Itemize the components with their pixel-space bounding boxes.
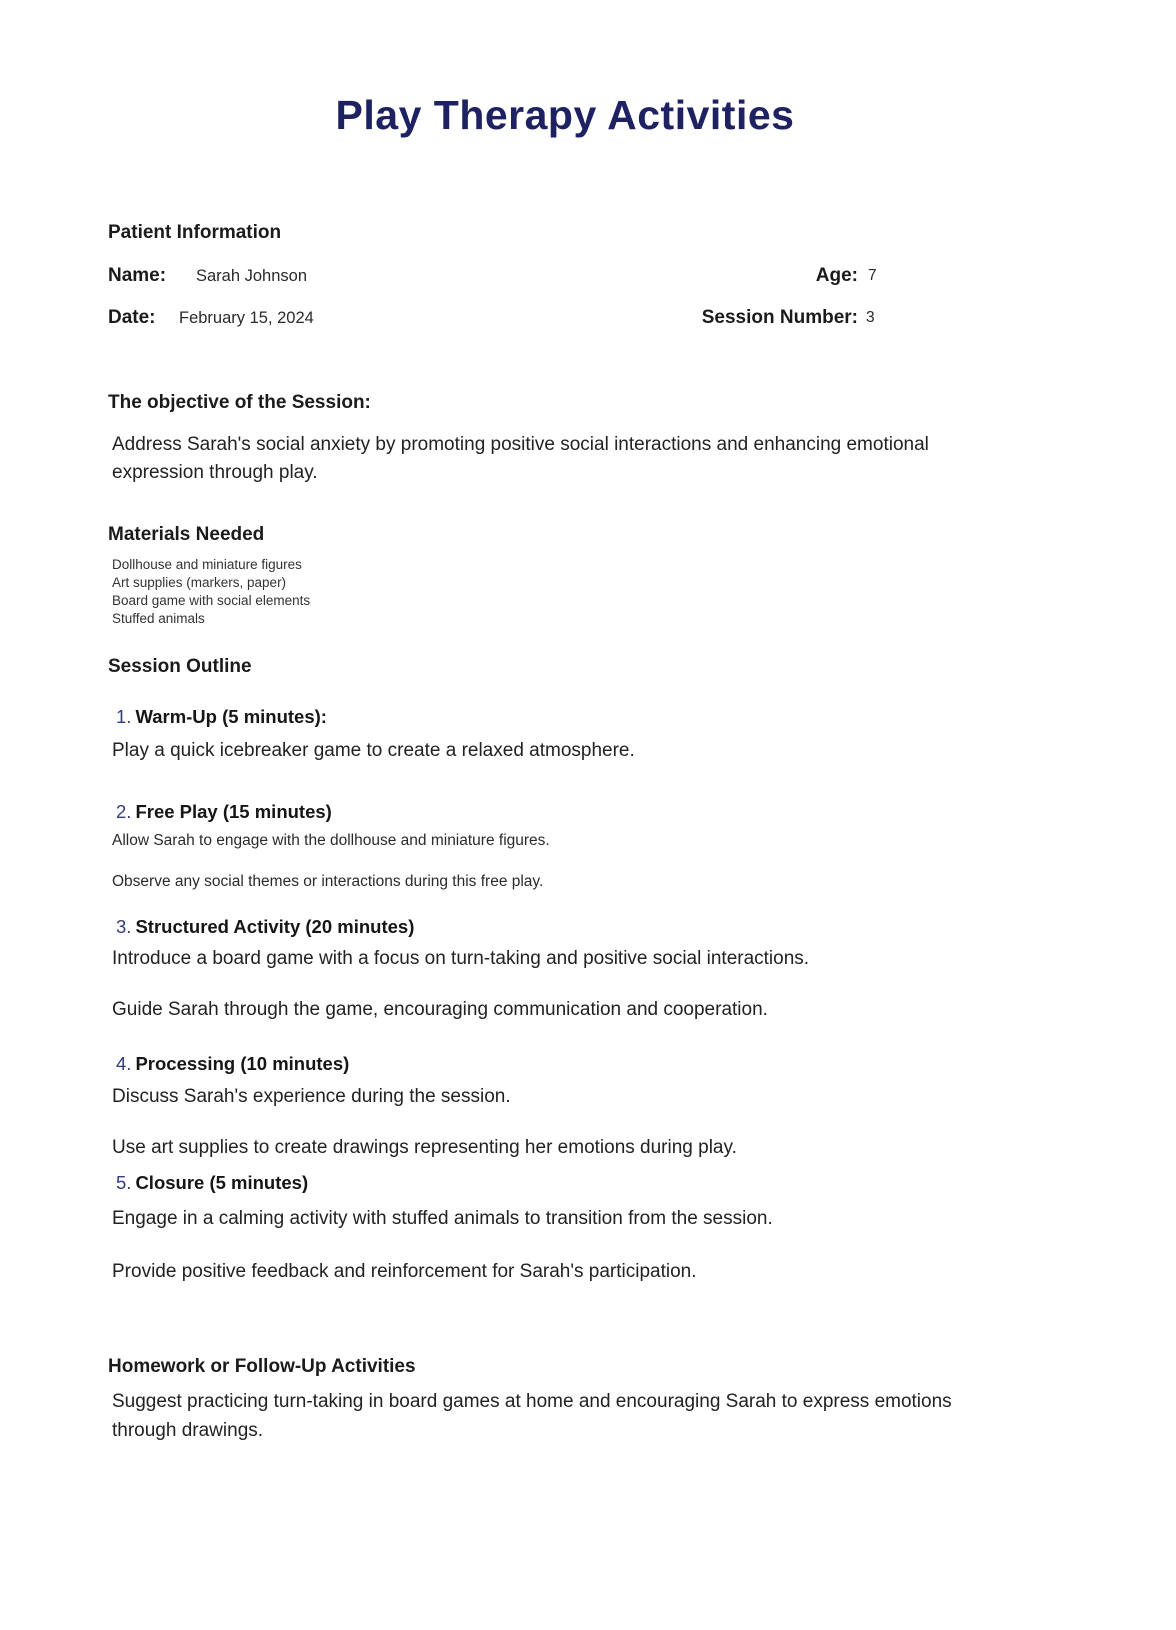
age-value: 7 [868,267,877,284]
objective-heading: The objective of the Session: [108,392,371,413]
step-paragraph: Use art supplies to create drawings representing her emotions during play. [112,1137,737,1158]
homework-text: Suggest practicing turn-taking in board games at home and encouraging Sarah to express emotions through drawings. [112,1391,952,1441]
step-paragraph: Play a quick icebreaker game to create a relaxed atmosphere. [112,740,635,761]
name-label: Name: [108,265,167,286]
step-title: Structured Activity (20 minutes) [135,916,415,937]
session-outline-heading: Session Outline [108,656,252,677]
step-title-row [108,706,327,728]
step-title-row [108,916,414,938]
step-number: 2. [116,801,132,822]
step-paragraph: Observe any social themes or interactions during this free play. [112,873,544,890]
date-value: February 15, 2024 [179,309,314,327]
patient-info-heading: Patient Information [108,222,282,243]
step-title: Closure (5 minutes) [135,1172,309,1193]
step-number: 1. [116,706,132,727]
materials-item: Dollhouse and miniature figures [112,557,302,572]
step-number: 3. [116,916,132,937]
step-number: 4. [116,1053,132,1074]
date-label: Date: [108,307,156,328]
materials-item: Art supplies (markers, paper) [112,575,287,590]
step-title-row [108,1172,308,1194]
age-label: Age: [815,265,858,286]
materials-heading: Materials Needed [108,524,265,545]
step-number: 5. [116,1172,132,1193]
name-value: Sarah Johnson [196,267,307,285]
step-title: Warm-Up (5 minutes): [135,706,327,727]
materials-item: Board game with social elements [112,593,311,608]
step-title-row [108,801,332,823]
materials-list [112,556,310,628]
step-paragraph: Allow Sarah to engage with the dollhouse and miniature figures. [112,832,550,849]
materials-item: Stuffed animals [112,611,205,626]
step-title: Processing (10 minutes) [135,1053,350,1074]
step-paragraph: Engage in a calming activity with stuffed animals to transition from the session. [112,1208,773,1229]
step-title: Free Play (15 minutes) [135,801,332,822]
step-paragraph: Guide Sarah through the game, encouraging communication and cooperation. [112,999,768,1020]
objective-text: Address Sarah's social anxiety by promoting positive social interactions and enhancing emotional expression through play. [112,434,929,483]
step-paragraph: Discuss Sarah's experience during the session. [112,1086,511,1107]
step-title-row [108,1053,349,1075]
page-title: Play Therapy Activities [335,92,795,138]
session-number-value: 3 [866,309,875,326]
session-number-label: Session Number: [701,307,858,328]
homework-heading: Homework or Follow-Up Activities [108,1356,416,1377]
step-paragraph: Provide positive feedback and reinforcement for Sarah's participation. [112,1261,697,1282]
step-paragraph: Introduce a board game with a focus on turn-taking and positive social interactions. [112,948,810,969]
